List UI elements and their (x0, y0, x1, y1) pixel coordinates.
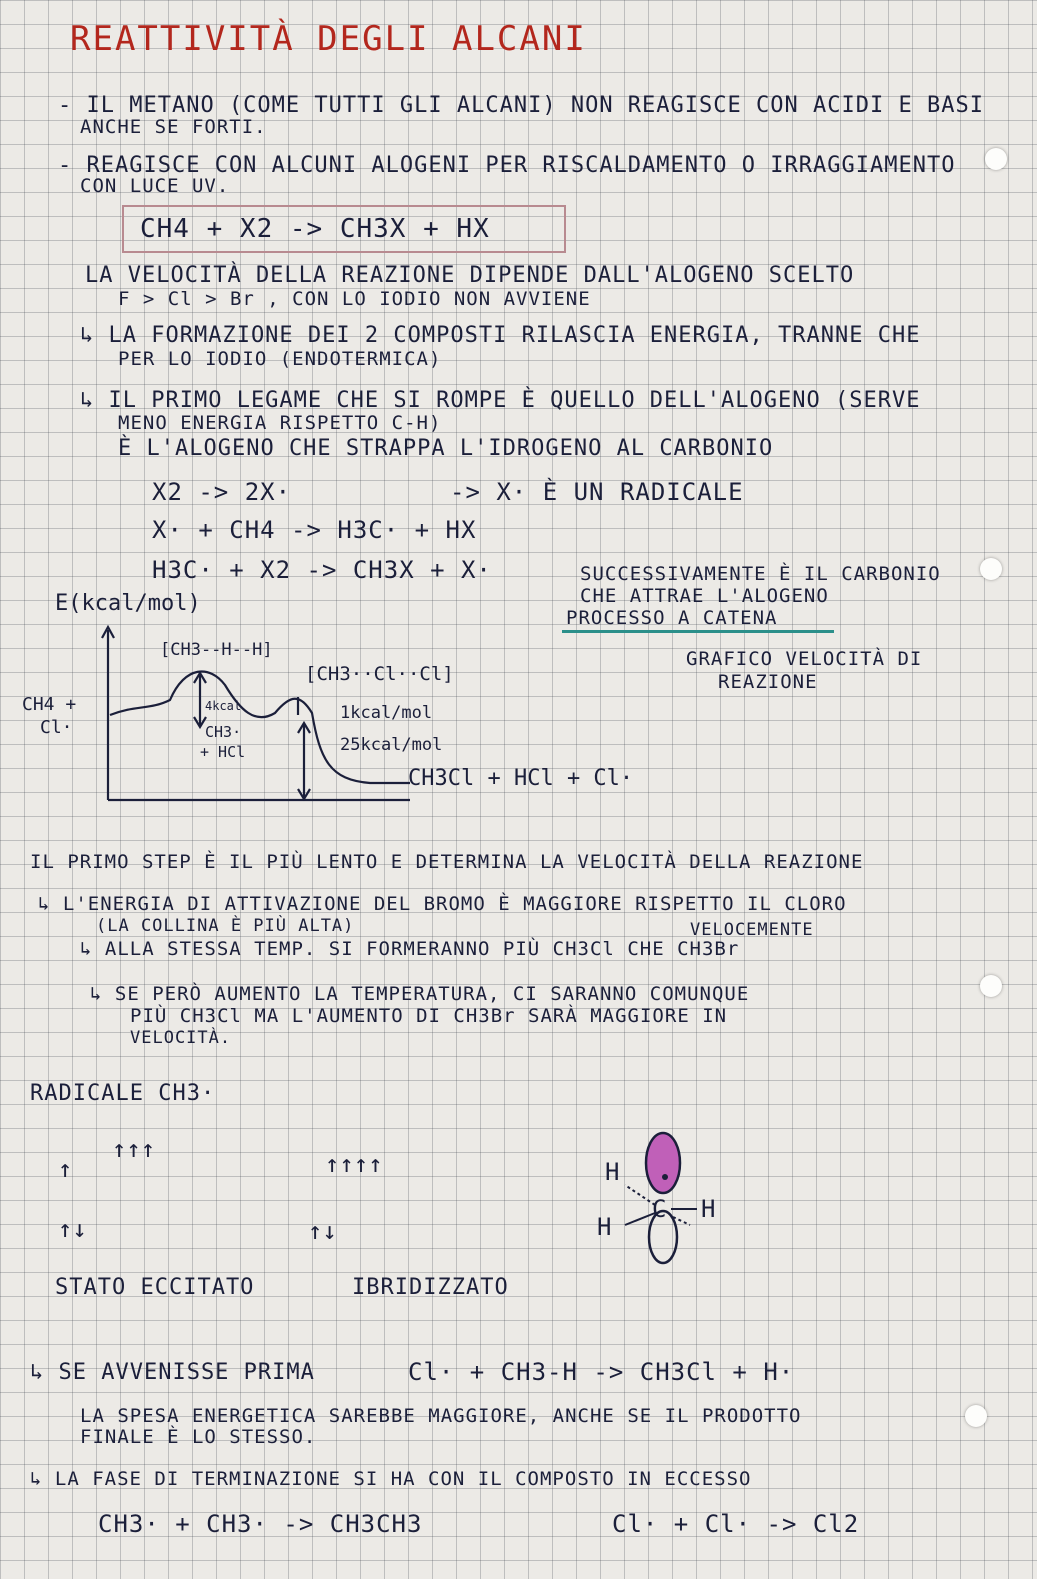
velocity-bullet-2c: È L'ALOGENO CHE STRAPPA L'IDROGENO AL CARBONIO (118, 436, 774, 461)
velocity-bullet-1a: ↳ LA FORMAZIONE DEI 2 COMPOSTI RILASCIA ENERGIA, TRANNE CHE (80, 323, 921, 348)
graph-gap-1: 4kcal (205, 699, 242, 713)
carbon-label: C (652, 1195, 667, 1223)
intro-line-2: ANCHE SE FORTI. (80, 116, 267, 138)
hybrid-arrow-pair: ↑↓ (308, 1217, 337, 1245)
step-bullet-1c: VELOCEMENTE (690, 920, 814, 940)
binder-hole (980, 975, 1002, 997)
velocity-bullet-2a: ↳ IL PRIMO LEGAME CHE SI ROMPE È QUELLO DELL'ALOGENO (SERVE (80, 388, 921, 413)
step-bullet-2: ↳ ALLA STESSA TEMP. SI FORMERANNO PIÙ CH3Cl CHE CH3Br (80, 938, 740, 960)
mechanism-step-2: X· + CH4 -> H3C· + HX (152, 516, 477, 544)
energy-diagram (0, 585, 700, 820)
graph-ts1: [CH3--H--H] (160, 640, 273, 660)
bottom-line-3: FINALE È LO STESSO. (80, 1426, 317, 1448)
bottom-line-2: LA SPESA ENERGETICA SAREBBE MAGGIORE, ANCHE SE IL PRODOTTO (80, 1405, 802, 1427)
excited-arrow-single: ↑ (58, 1155, 73, 1183)
intro-line-4: CON LUCE UV. (80, 175, 230, 197)
intro-line-3: - REAGISCE CON ALCUNI ALOGENI PER RISCALDAMENTO O IRRAGGIAMENTO (58, 153, 956, 178)
graph-start-2: Cl· (40, 717, 73, 738)
mechanism-side-3: PROCESSO A CATENA (566, 607, 778, 629)
step-bullet-3a: ↳ SE PERÒ AUMENTO LA TEMPERATURA, CI SARANNO COMUNQUE (90, 983, 750, 1005)
velocity-line-2: F > Cl > Br , CON LO IODIO NON AVVIENE (118, 288, 591, 310)
excited-arrows-up: ↑↑↑ (112, 1135, 156, 1163)
graph-mid-1: CH3· (205, 723, 242, 741)
mechanism-side-1: SUCCESSIVAMENTE È IL CARBONIO (580, 563, 941, 585)
binder-hole (985, 148, 1007, 170)
graph-ts2: [CH3··Cl··Cl] (305, 663, 454, 685)
hybridized-label: IBRIDIZZATO (352, 1275, 509, 1300)
velocity-bullet-2b: MENO ENERGIA RISPETTO C-H) (118, 412, 442, 434)
binder-hole (965, 1405, 987, 1427)
page-title: REATTIVITÀ DEGLI ALCANI (70, 19, 587, 59)
binder-hole (980, 558, 1002, 580)
methyl-radical-diagram (585, 1125, 745, 1275)
graph-caption-1: GRAFICO VELOCITÀ DI (686, 648, 923, 670)
step-bullet-1b: (LA COLLINA È PIÙ ALTA) (96, 916, 355, 936)
radical-label: RADICALE CH3· (30, 1081, 216, 1106)
graph-start-1: CH4 + (22, 694, 77, 715)
graph-e2: 25kcal/mol (340, 735, 443, 755)
step-bullet-3b: PIÙ CH3Cl MA L'AUMENTO DI CH3Br SARÀ MAGGIORE IN (130, 1005, 728, 1027)
velocity-bullet-1b: PER LO IODIO (ENDOTERMICA) (118, 348, 442, 370)
main-reaction: CH4 + X2 -> CH3X + HX (140, 214, 490, 244)
hybrid-arrows-up: ↑↑↑↑ (325, 1150, 383, 1178)
step-bullet-3c: VELOCITÀ. (130, 1028, 232, 1048)
mechanism-step-3: H3C· + X2 -> CH3X + X· (152, 556, 492, 584)
graph-e1: 1kcal/mol (340, 703, 433, 723)
bottom-reaction: Cl· + CH3-H -> CH3Cl + H· (408, 1358, 795, 1386)
mechanism-step-1: X2 -> 2X· (152, 478, 292, 506)
step-bullet-1a: ↳ L'ENERGIA DI ATTIVAZIONE DEL BROMO È MAGGIORE RISPETTO IL CLORO (38, 893, 847, 915)
graph-ylabel: E(kcal/mol) (55, 591, 201, 616)
hydrogen-label-1: H (605, 1158, 620, 1186)
mechanism-note-1: -> X· È UN RADICALE (450, 478, 744, 506)
excited-state-label: STATO ECCITATO (55, 1275, 255, 1300)
step-line-1: IL PRIMO STEP È IL PIÙ LENTO E DETERMINA LA VELOCITÀ DELLA REAZIONE (30, 851, 864, 873)
reaction-profile-curve (110, 671, 410, 783)
hydrogen-label-2: H (701, 1195, 716, 1223)
graph-products: CH3Cl + HCl + Cl· (408, 766, 634, 791)
bottom-line-1: ↳ SE AVVENISSE PRIMA (30, 1360, 315, 1385)
excited-arrow-pair: ↑↓ (58, 1215, 87, 1243)
p-orbital-upper-lobe (646, 1133, 680, 1193)
hydrogen-label-3: H (597, 1213, 612, 1241)
mechanism-side-2: CHE ATTRAE L'ALOGENO (580, 585, 829, 607)
termination-reaction-1: CH3· + CH3· -> CH3CH3 (98, 1510, 423, 1538)
velocity-line-1: LA VELOCITÀ DELLA REAZIONE DIPENDE DALL'ALOGENO SCELTO (85, 263, 855, 288)
termination-reaction-2: Cl· + Cl· -> Cl2 (612, 1510, 860, 1538)
bottom-line-4: ↳ LA FASE DI TERMINAZIONE SI HA CON IL COMPOSTO IN ECCESSO (30, 1468, 752, 1490)
intro-line-1: - IL METANO (COME TUTTI GLI ALCANI) NON REAGISCE CON ACIDI E BASI (58, 93, 984, 118)
graph-caption-2: REAZIONE (718, 671, 818, 693)
graph-mid-2: + HCl (200, 743, 246, 761)
